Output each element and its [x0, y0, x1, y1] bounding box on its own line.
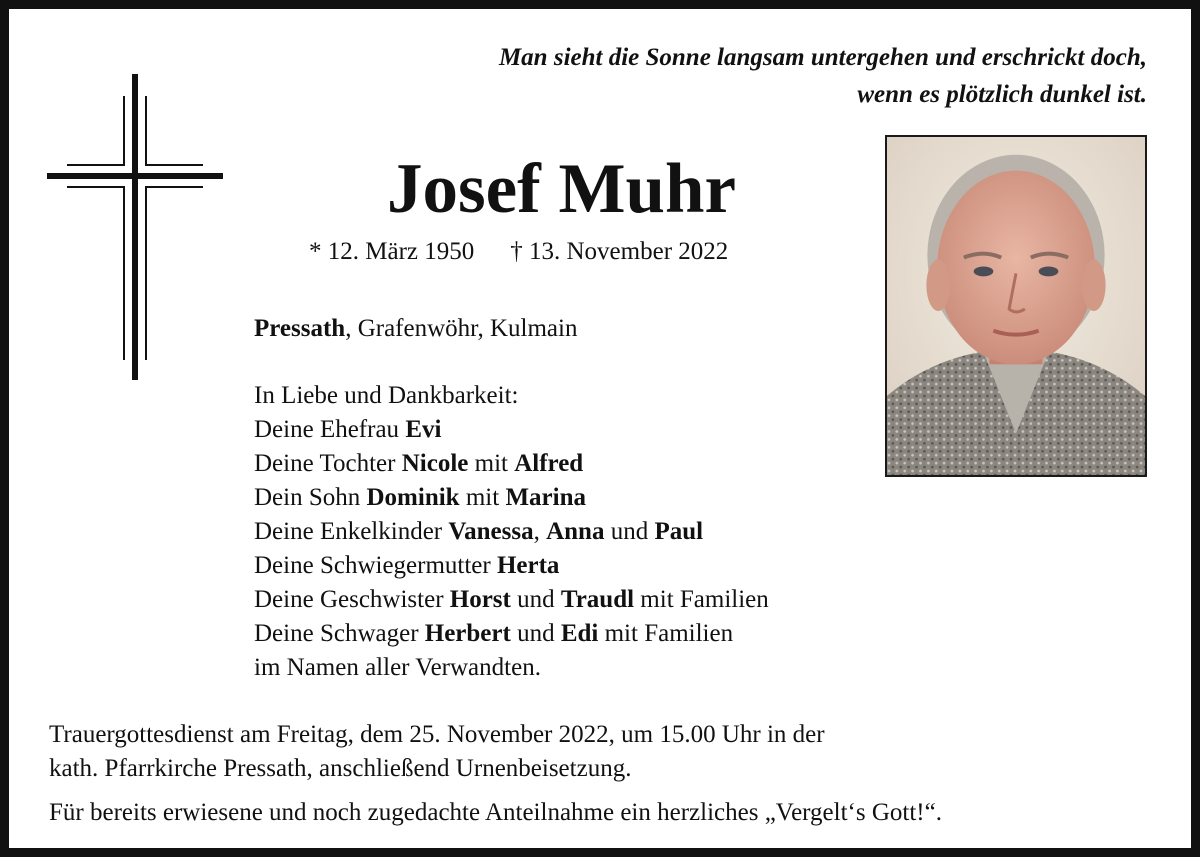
mourner-label: Deine Enkelkinder: [254, 518, 449, 545]
mourner-label: Deine Tochter: [254, 450, 402, 477]
mourner-grandchildren: [254, 515, 769, 549]
mourner-name: Marina: [505, 484, 586, 511]
mourner-connector: und: [510, 586, 561, 613]
mourners-intro: In Liebe und Dankbarkeit:: [254, 382, 519, 409]
cross-icon: [47, 74, 223, 380]
mourner-connector: und: [510, 620, 561, 647]
death-date: † 13. November 2022: [510, 238, 729, 265]
mourner-name: Dominik: [366, 484, 460, 511]
places-line: [254, 312, 577, 346]
place-main: Pressath: [254, 315, 346, 342]
deceased-name: Josef Muhr: [386, 150, 737, 228]
mourner-connector: und: [604, 518, 655, 545]
mourner-name: Anna: [546, 518, 605, 545]
motto-line-1: Man sieht die Sonne langsam untergehen und erschrickt doch,: [498, 44, 1147, 71]
mourner-connector: mit: [459, 484, 506, 511]
mourner-wife: [254, 413, 769, 447]
mourner-suffix: mit Familien: [598, 620, 734, 647]
life-dates: [309, 235, 728, 269]
thanks-line: Für bereits erwiesene und noch zugedachte Anteilnahme ein herzliches „Vergelt‘s Gott!“.: [49, 799, 942, 826]
motto-line-2: wenn es plötzlich dunkel ist.: [857, 81, 1147, 108]
mourner-connector: ,: [533, 518, 547, 545]
mourner-brothers-in-law: [254, 617, 769, 651]
mourner-suffix: mit Familien: [634, 586, 769, 613]
mourner-son: [254, 481, 769, 515]
service-line-2: kath. Pfarrkirche Pressath, anschließend Urnenbeisetzung.: [49, 755, 632, 782]
funeral-service-info: [49, 718, 825, 786]
service-line-1: Trauergottesdienst am Freitag, dem 25. November 2022, um 15.00 Uhr in der: [49, 721, 825, 748]
mourner-name: Edi: [560, 620, 599, 647]
mourner-label: Deine Ehefrau: [254, 416, 406, 443]
mourner-name: Evi: [405, 416, 442, 443]
mourner-name: Horst: [449, 586, 511, 613]
mourner-daughter: [254, 447, 769, 481]
mourner-label: Deine Schwager: [254, 620, 425, 647]
place-others: , Grafenwöhr, Kulmain: [345, 315, 578, 342]
mourners-list: [254, 379, 769, 685]
mourner-name: Vanessa: [448, 518, 534, 545]
mourner-label: Dein Sohn: [254, 484, 367, 511]
motto-quote: [499, 39, 1147, 113]
mourner-connector: mit: [468, 450, 515, 477]
mourners-closing: im Namen aller Verwandten.: [254, 654, 541, 681]
mourner-siblings: [254, 583, 769, 617]
birth-date: * 12. März 1950: [309, 238, 475, 265]
portrait-photo: [885, 135, 1147, 477]
mourner-name: Paul: [654, 518, 704, 545]
mourner-name: Herbert: [424, 620, 511, 647]
mourner-mother-in-law: [254, 549, 769, 583]
mourner-name: Herta: [496, 552, 560, 579]
mourner-label: Deine Geschwister: [254, 586, 450, 613]
mourner-name: Traudl: [560, 586, 635, 613]
mourner-name: Alfred: [514, 450, 584, 477]
mourner-label: Deine Schwiegermutter: [254, 552, 497, 579]
mourner-name: Nicole: [401, 450, 469, 477]
